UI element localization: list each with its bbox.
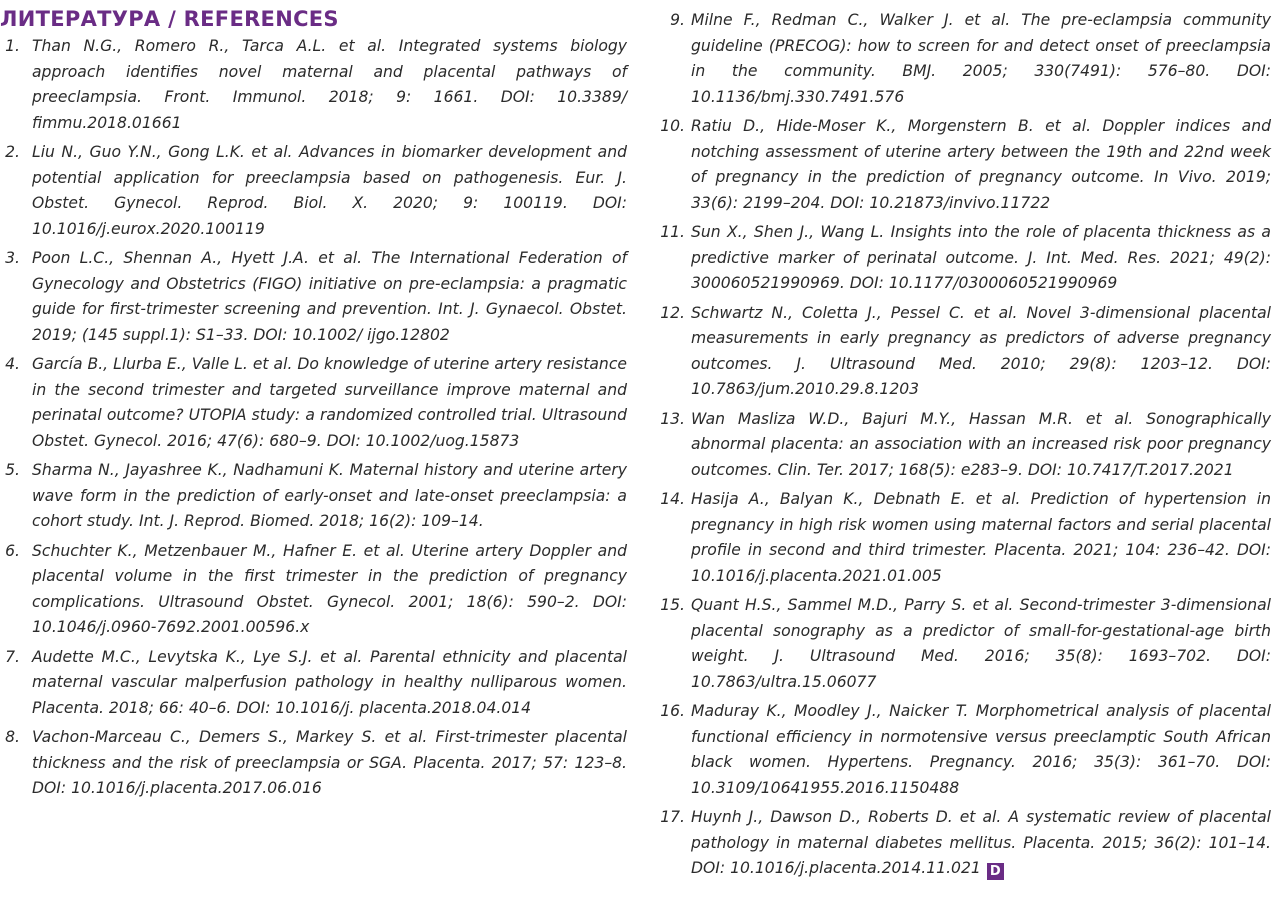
reference-text: García B., Llurba E., Valle L. et al. Do knowledge of uterine artery resistance in the second trimester and targeted surveillance improve maternal and perinatal outcome? UTOPIA study: a randomized controlled trial. Ultrasound Obstet. Gynecol. 2016; 47(6): 680–9. DOI: 10.1002/uog.15873 (32, 355, 627, 450)
reference-item (0, 725, 627, 802)
reference-number: 12. (660, 303, 685, 322)
reference-text: Maduray K., Moodley J., Naicker T. Morphometrical analysis of placental functional efficiency in normotensive versus preeclamptic South African black women. Hypertens. Pregnancy. 2016; 35(3): 361–70. DOI: 10.3109/10641955.2016.1150488 (691, 702, 1271, 797)
reference-text: Sun X., Shen J., Wang L. Insights into the role of placenta thickness as a predictive marker of perinatal outcome. J. Int. Med. Res. 2021; 49(2): 300060521990969. DOI: 10.1177/0300060521990969 (691, 223, 1271, 292)
reference-item (0, 458, 627, 535)
reference-item (659, 407, 1271, 484)
reference-number: 9. (670, 11, 685, 29)
end-of-article-icon: D (987, 863, 1004, 880)
reference-item (659, 301, 1271, 403)
reference-item (659, 8, 1271, 110)
reference-item (659, 593, 1271, 695)
reference-number: 10. (660, 117, 685, 135)
reference-text: Schuchter K., Metzenbauer M., Hafner E. et al. Uterine artery Doppler and placental volume in the first trimester in the prediction of pregnancy complications. Ultrasound Obstet. Gynecol. 2001; 18(6): 590–2. DOI: 10.1046/j.0960-7692.2001.00596.x (32, 541, 627, 636)
reference-number: 8. (5, 728, 20, 746)
reference-number: 17. (660, 808, 685, 826)
reference-item (0, 645, 627, 722)
reference-item (659, 220, 1271, 297)
reference-text: Sharma N., Jayashree K., Nadhamuni K. Maternal history and uterine artery wave form in the prediction of early-onset and late-onset preeclampsia: a cohort study. Int. J. Reprod. Biomed. 2018; 16(2): 109–14. (32, 461, 627, 530)
reference-text: Milne F., Redman C., Walker J. et al. The pre-eclampsia community guideline (PRECOG): how to screen for and detect onset of preeclampsia in the community. BMJ. 2005; 330(7491): 576–80. DOI: 10.1136/bmj.330.7491.576 (691, 11, 1271, 106)
reference-text: Wan Masliza W.D., Bajuri M.Y., Hassan M.R. et al. Sonographically abnormal placenta: an association with an increased risk poor pregnancy outcomes. Clin. Ter. 2017; 168(5): e283–9. DOI: 10.7417/T.2017.2021 (691, 409, 1271, 479)
reference-item (0, 246, 627, 348)
reference-number: 11. (660, 223, 685, 241)
reference-number: 6. (5, 541, 20, 560)
reference-text: Hasija A., Balyan K., Debnath E. et al. Prediction of hypertension in pregnancy in high risk women using maternal factors and serial placental profile in second and third trimester. Placenta. 2021; 104: 236–42. DOI: 10.1016/j.placenta.2021.01.005 (691, 490, 1271, 585)
reference-number: 1. (5, 37, 20, 55)
section-heading: ЛИТЕРАТУРА / REFERENCES (0, 7, 339, 31)
reference-text: Liu N., Guo Y.N., Gong L.K. et al. Advances in biomarker development and potential application for preeclampsia based on pathogenesis. Eur. J. Obstet. Gynecol. Reprod. Biol. X. 2020; 9: 100119. DOI: 10.1016/j.eurox.2020.100119 (32, 143, 627, 238)
reference-number: 15. (660, 596, 685, 614)
reference-text: Vachon-Marceau C., Demers S., Markey S. et al. First-trimester placental thickness and the risk of preeclampsia or SGA. Placenta. 2017; 57: 123–8. DOI: 10.1016/j.placenta.2017.06.016 (32, 728, 627, 797)
reference-number: 16. (660, 702, 685, 720)
reference-item (0, 34, 627, 136)
reference-item (659, 699, 1271, 801)
reference-text: Huynh J., Dawson D., Roberts D. et al. A systematic review of placental pathology in maternal diabetes mellitus. Placenta. 2015; 36(2): 101–14. DOI: 10.1016/j.placenta.2014.11.021 (691, 808, 1271, 877)
reference-list-right (659, 8, 1271, 882)
reference-item (0, 352, 627, 454)
reference-text: Quant H.S., Sammel M.D., Parry S. et al. Second-trimester 3-dimensional placental sonography as a predictor of small-for-gestational-age birth weight. J. Ultrasound Med. 2016; 35(8): 1693–702. DOI: 10.7863/ultra.15.06077 (691, 596, 1271, 691)
reference-text: Audette M.C., Levytska K., Lye S.J. et al. Parental ethnicity and placental maternal vascular malperfusion pathology in healthy nulliparous women. Placenta. 2018; 66: 40–6. DOI: 10.1016/j. placenta.2018.04.014 (32, 647, 627, 717)
reference-item (659, 487, 1271, 589)
right-column (659, 0, 1271, 886)
reference-text: Than N.G., Romero R., Tarca A.L. et al. Integrated systems biology approach identifies novel maternal and placental pathways of preeclampsia. Front. Immunol. 2018; 9: 1661. DOI: 10.3389/ fimmu.2018.01661 (32, 37, 627, 132)
reference-text: Ratiu D., Hide-Moser K., Morgenstern B. et al. Doppler indices and notching assessment of uterine artery between the 19th and 22nd week of pregnancy in the prediction of pregnancy outcome. In Vivo. 2019; 33(6): 2199–204. DOI: 10.21873/invivo.11722 (691, 117, 1271, 212)
reference-number: 14. (660, 490, 685, 508)
reference-number: 4. (5, 355, 20, 373)
reference-item (0, 539, 627, 641)
reference-text: Poon L.C., Shennan A., Hyett J.A. et al. The International Federation of Gynecology and Obstetrics (FIGO) initiative on pre-eclampsia: a pragmatic guide for first-trimester screening and prevention. Int. J. Gynaecol. Obstet. 2019; (145 suppl.1): S1–33. DOI: 10.1002/ ijgo.12802 (32, 249, 627, 344)
reference-number: 2. (5, 143, 20, 161)
reference-list-left (0, 34, 627, 802)
reference-number: 5. (5, 461, 20, 479)
left-column (0, 0, 627, 806)
reference-item (659, 805, 1271, 882)
reference-number: 7. (5, 647, 20, 666)
reference-item (0, 140, 627, 242)
reference-text: Schwartz N., Coletta J., Pessel C. et al. Novel 3-dimensional placental measurements in early pregnancy as predictors of adverse pregnancy outcomes. J. Ultrasound Med. 2010; 29(8): 1203–12. DOI: 10.7863/jum.2010.29.8.1203 (691, 303, 1271, 398)
reference-item (659, 114, 1271, 216)
reference-number: 3. (5, 249, 20, 267)
reference-number: 13. (660, 409, 685, 428)
